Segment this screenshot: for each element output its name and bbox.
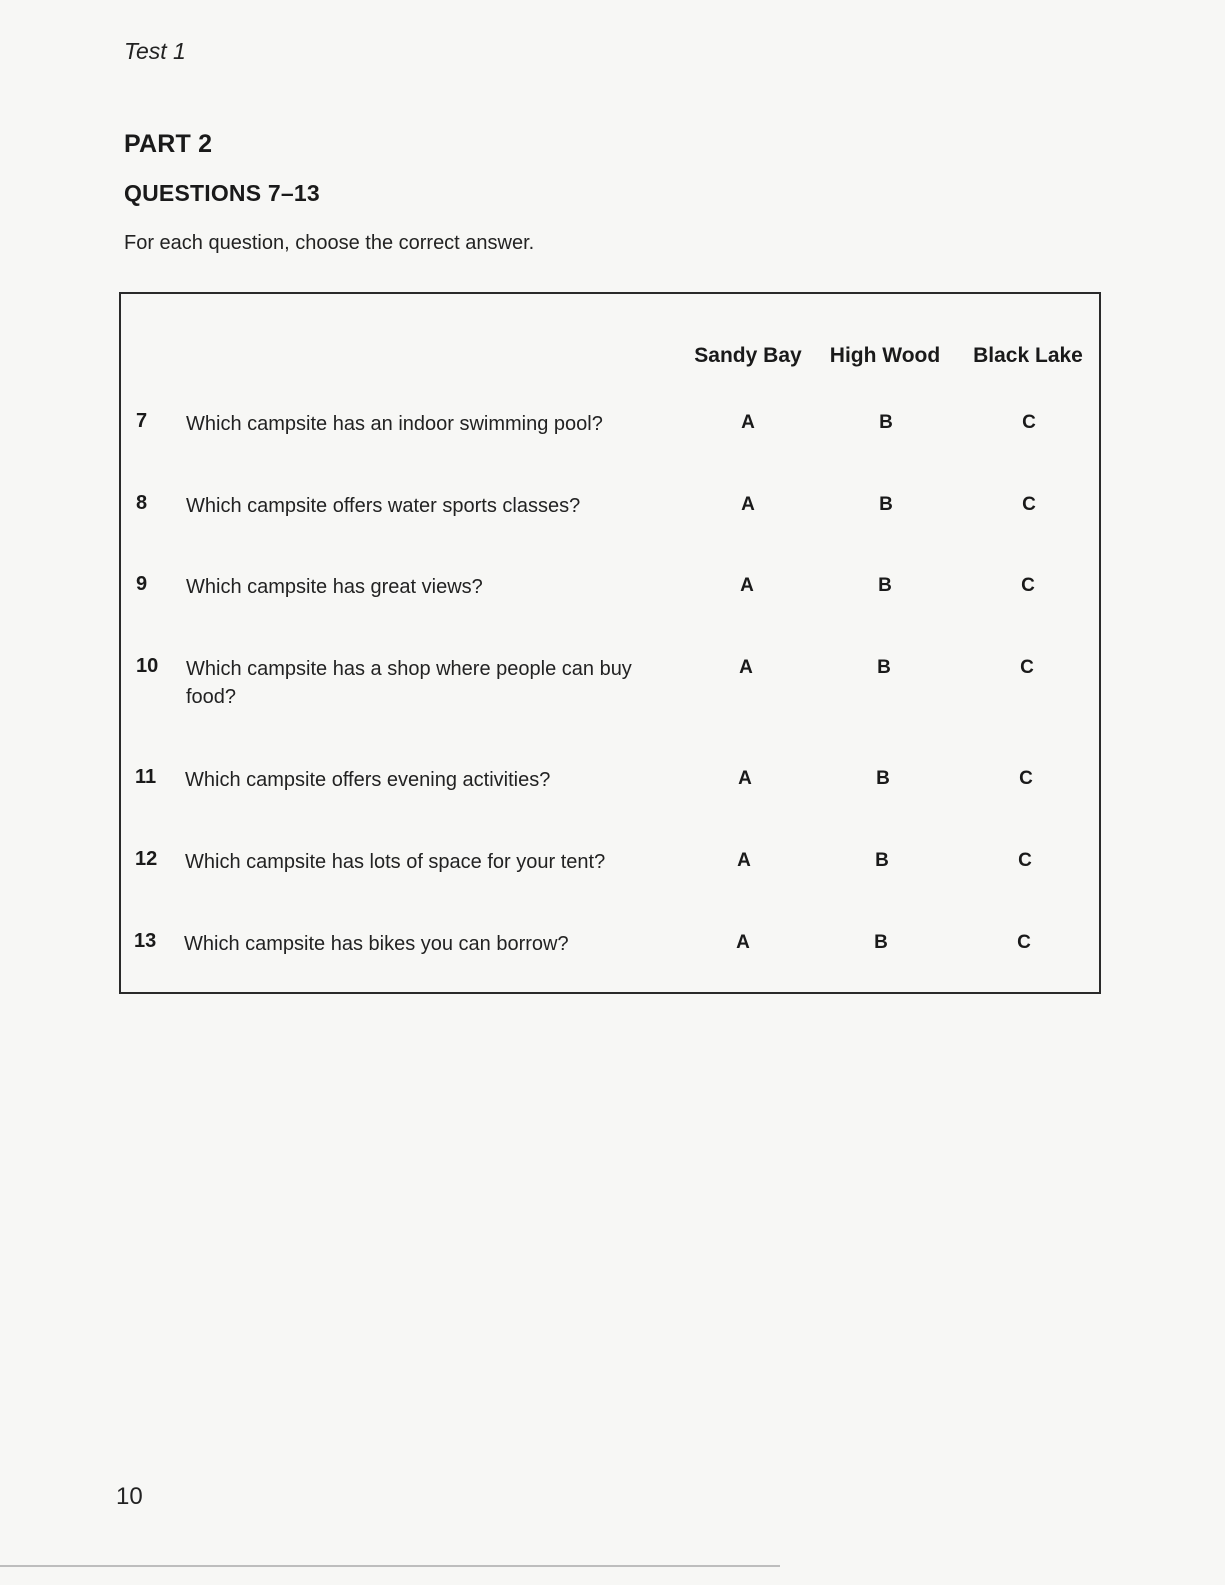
option-a[interactable]: A	[736, 932, 750, 953]
question-row	[0, 573, 1225, 633]
part-title: PART 2	[124, 130, 213, 158]
question-number: 10	[136, 655, 159, 677]
questions-title: QUESTIONS 7–13	[124, 180, 320, 206]
question-row	[0, 930, 1225, 990]
option-b[interactable]: B	[879, 412, 893, 433]
option-b[interactable]: B	[877, 657, 891, 678]
question-number: 11	[135, 766, 157, 788]
option-a[interactable]: A	[740, 575, 754, 596]
option-c[interactable]: C	[1018, 850, 1032, 871]
option-c[interactable]: C	[1020, 657, 1034, 678]
option-c[interactable]: C	[1021, 575, 1035, 596]
question-number: 12	[135, 848, 158, 870]
option-b[interactable]: B	[875, 850, 889, 871]
option-a[interactable]: A	[741, 494, 755, 515]
option-b[interactable]: B	[876, 768, 890, 789]
option-a[interactable]: A	[738, 768, 752, 789]
question-row	[0, 492, 1225, 552]
option-c[interactable]: C	[1017, 932, 1031, 953]
question-number: 13	[134, 930, 157, 952]
question-text: Which campsite has an indoor swimming pool?	[186, 413, 603, 435]
option-a[interactable]: A	[737, 850, 751, 871]
question-text: Which campsite has lots of space for your tent?	[185, 851, 606, 873]
option-c[interactable]: C	[1022, 494, 1036, 515]
running-head: Test 1	[124, 38, 186, 64]
column-header-sandy-bay: Sandy Bay	[694, 344, 802, 367]
option-b[interactable]: B	[879, 494, 893, 515]
option-a[interactable]: A	[739, 657, 753, 678]
option-c[interactable]: C	[1019, 768, 1033, 789]
column-header-high-wood: High Wood	[829, 344, 941, 367]
question-number: 7	[136, 410, 148, 432]
question-number: 9	[136, 573, 148, 595]
option-c[interactable]: C	[1022, 412, 1036, 433]
page-number: 10	[116, 1483, 143, 1510]
question-text: Which campsite has bikes you can borrow?	[184, 933, 569, 955]
column-header-black-lake: Black Lake	[973, 344, 1083, 367]
question-row	[0, 410, 1225, 470]
question-text: Which campsite has a shop where people can buy food?	[186, 658, 632, 708]
option-b[interactable]: B	[874, 932, 888, 953]
instruction-text: For each question, choose the correct answer.	[124, 232, 535, 254]
question-text: Which campsite has great views?	[186, 576, 483, 598]
question-row	[0, 848, 1225, 908]
question-number: 8	[136, 492, 148, 514]
option-a[interactable]: A	[741, 412, 755, 433]
question-row	[0, 655, 1225, 735]
question-text: Which campsite offers evening activities?	[185, 769, 551, 791]
option-b[interactable]: B	[878, 575, 892, 596]
question-row	[0, 766, 1225, 826]
bottom-scan-rule	[0, 1565, 780, 1567]
question-text: Which campsite offers water sports classes?	[186, 495, 581, 517]
